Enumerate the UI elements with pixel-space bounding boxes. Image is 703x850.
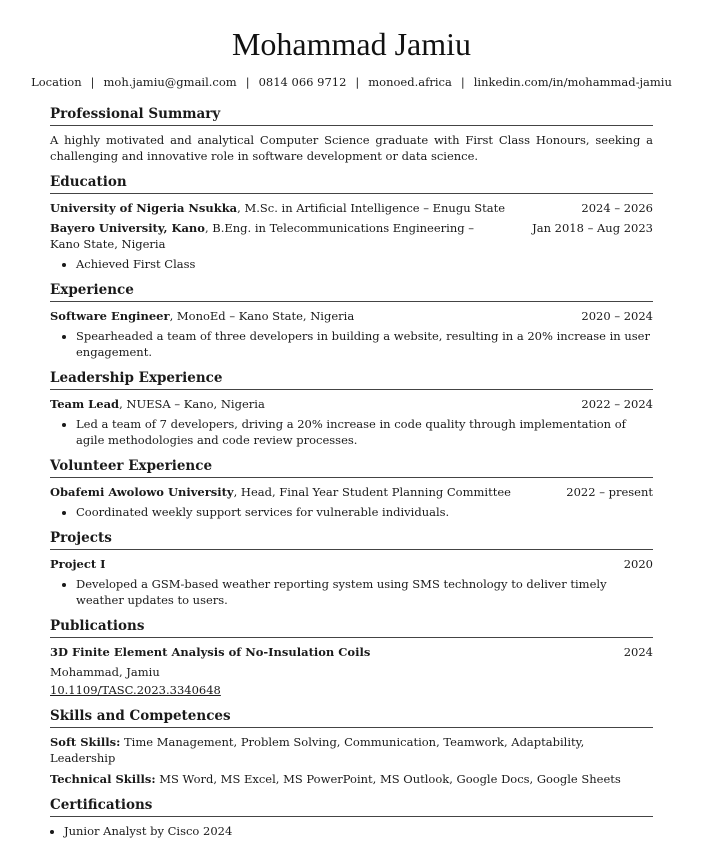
entry-dates: 2024 – 2026: [581, 201, 653, 215]
publications-section: [50, 618, 653, 698]
publication-authors: Mohammad, Jamiu: [50, 665, 160, 679]
summary-section: [50, 106, 653, 164]
section-heading: Experience: [50, 282, 653, 302]
degree-details: , B.Eng. in Telecommunications Engineering – Kano State, Nigeria: [50, 221, 475, 251]
section-heading: Volunteer Experience: [50, 458, 653, 478]
bullet-item: • Coordinated weekly support services for vulnerable individuals.: [76, 504, 653, 520]
bullet-item: • Led a team of 7 developers, driving a 20% increase in code quality through implementation of agile methodologies and code review processes.: [76, 416, 653, 448]
publication-entry: [50, 644, 653, 660]
education-section: [50, 174, 653, 272]
bullet-item: • Achieved First Class: [76, 256, 653, 272]
publication-title: 3D Finite Element Analysis of No-Insulation Coils: [50, 645, 371, 659]
skill-value: Time Management, Problem Solving, Communication, Teamwork, Adaptability, Leadership: [50, 735, 585, 765]
role-details: , Head, Final Year Student Planning Committee: [233, 485, 511, 499]
degree-details: , M.Sc. in Artificial Intelligence – Enugu State: [237, 201, 506, 215]
institution-name: University of Nigeria Nsukka: [50, 201, 238, 215]
certifications-section: [50, 797, 653, 839]
project-title: Project I: [50, 557, 106, 571]
section-heading: Professional Summary: [50, 106, 653, 126]
entry-dates: 2020 – 2024: [581, 309, 653, 323]
skill-label: Soft Skills:: [50, 735, 121, 749]
leadership-entry: [50, 396, 653, 412]
section-heading: Leadership Experience: [50, 370, 653, 390]
bullet-item: • Spearheaded a team of three developers in building a website, resulting in a 20% increase in user engagement.: [76, 328, 653, 360]
institution-name: Bayero University, Kano: [50, 221, 205, 235]
entry-dates: 2022 – 2024: [581, 397, 653, 411]
certification-item: • Junior Analyst by Cisco 2024: [64, 823, 653, 839]
role-title: Software Engineer: [50, 309, 170, 323]
skill-line: [50, 734, 653, 766]
bullet-list: [50, 328, 653, 360]
contact-bar: [0, 75, 703, 89]
candidate-name: Mohammad Jamiu: [231, 26, 472, 62]
contact-linkedin[interactable]: linkedin.com/in/mohammad-jamiu: [473, 75, 672, 89]
leadership-section: [50, 370, 653, 448]
organization-name: Obafemi Awolowo University: [50, 485, 234, 499]
experience-entry: [50, 308, 653, 324]
education-entry: [50, 200, 653, 216]
skill-label: Technical Skills:: [50, 772, 156, 786]
role-details: , NUESA – Kano, Nigeria: [119, 397, 265, 411]
contact-separator: |: [355, 75, 360, 89]
education-entry: [50, 220, 653, 252]
role-details: , MonoEd – Kano State, Nigeria: [169, 309, 355, 323]
section-heading: Skills and Competences: [50, 708, 653, 728]
contact-separator: |: [245, 75, 250, 89]
contact-separator: |: [90, 75, 95, 89]
skill-value: MS Word, MS Excel, MS PowerPoint, MS Outlook, Google Docs, Google Sheets: [155, 772, 621, 786]
section-heading: Projects: [50, 530, 653, 550]
summary-text: A highly motivated and analytical Computer Science graduate with First Class Honours, seeking a challenging and innovative role in software development or data science.: [50, 133, 653, 163]
volunteer-entry: [50, 484, 653, 500]
volunteer-section: [50, 458, 653, 520]
contact-separator: |: [460, 75, 465, 89]
entry-dates: Jan 2018 – Aug 2023: [532, 221, 653, 235]
contact-location: Location: [31, 75, 82, 89]
project-entry: [50, 556, 653, 572]
bullet-list: [50, 823, 653, 839]
publication-doi-link[interactable]: 10.1109/TASC.2023.3340648: [50, 683, 221, 697]
projects-section: [50, 530, 653, 608]
bullet-list: [50, 256, 653, 272]
contact-email[interactable]: moh.jamiu@gmail.com: [103, 75, 237, 89]
skill-line: [50, 771, 653, 787]
skills-section: [50, 708, 653, 787]
section-heading: Publications: [50, 618, 653, 638]
bullet-list: [50, 504, 653, 520]
resume-content: [50, 106, 653, 849]
bullet-item: • Developed a GSM-based weather reporting system using SMS technology to deliver timely weather updates to users.: [76, 576, 653, 608]
bullet-list: [50, 576, 653, 608]
publication-year: 2024: [623, 645, 653, 659]
experience-section: [50, 282, 653, 360]
section-heading: Certifications: [50, 797, 653, 817]
bullet-list: [50, 416, 653, 448]
contact-website[interactable]: monoed.africa: [368, 75, 452, 89]
entry-dates: 2020: [623, 557, 653, 571]
contact-phone: 0814 066 9712: [258, 75, 347, 89]
entry-dates: 2022 – present: [566, 485, 653, 499]
section-heading: Education: [50, 174, 653, 194]
role-title: Team Lead: [50, 397, 120, 411]
